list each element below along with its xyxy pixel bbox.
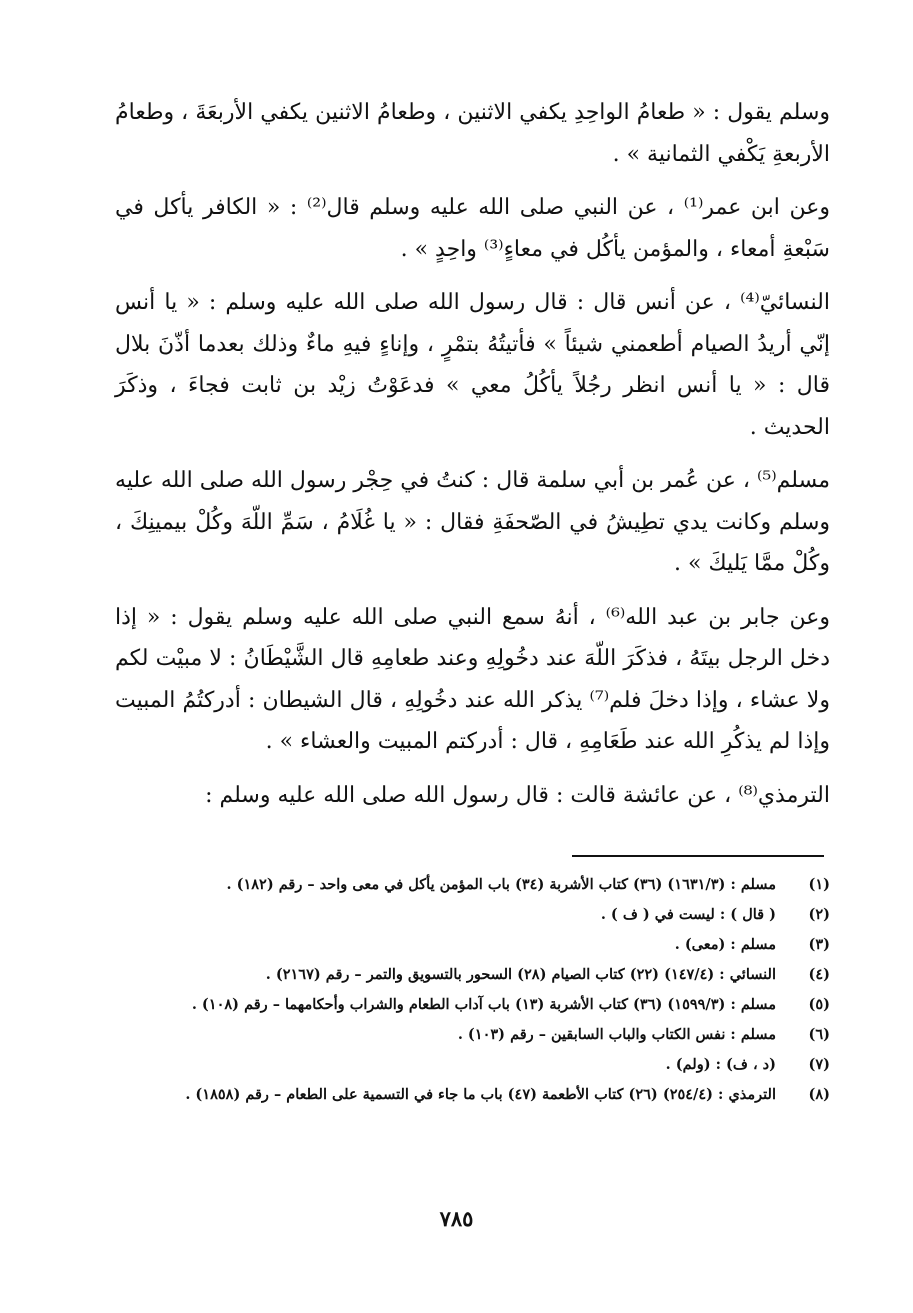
footnote [130, 1080, 830, 1110]
footnote-number: (٢) [808, 906, 830, 923]
footnote-number: (٨) [808, 1086, 830, 1103]
footnote-text: مسلم : (معى) . [674, 936, 776, 953]
footnote-text: ( قال ) : ليست في ( ف ) . [600, 906, 776, 923]
footnote-text: (د ، ف) : (ولم) . [665, 1056, 776, 1073]
paragraph: النسائيّ⁽⁴⁾ ، عن أنس قال : قال رسول الله صلى الله عليه وسلم : « يا أنس إنّي أريدُ الصيام أطعمني شيئاً » فأتيتُهُ بتمْرٍ ، وإناءٍ فيهِ ماءٌ وذلك بعدما أذّنَ بلال قال : « يا أنس انظر رجُلاً يأكُلُ معي » فدعَوْتُ زيْد بن ثابت فجاءَ ، وذكَرَ الحديث . [115, 290, 830, 440]
footnote-number: (٤) [808, 966, 830, 983]
footnote [130, 1050, 830, 1080]
footnote-text: الترمذي : (٢٥٤/٤) (٢٦) كتاب الأطعمة (٤٧) باب ما جاء في التسمية على الطعام – رقم (١٨٥٨) . [185, 1086, 776, 1103]
footnotes [130, 870, 830, 1110]
footnote [130, 930, 830, 960]
footnote-number: (٥) [808, 996, 830, 1013]
footnote-text: مسلم : نفس الكتاب والباب السابقين – رقم (١٠٣) . [457, 1026, 776, 1043]
footnote-number: (٦) [808, 1026, 830, 1043]
footnote [130, 1020, 830, 1050]
footnote-number: (٣) [808, 936, 830, 953]
footnote-text: مسلم : (١٥٩٩/٣) (٣٦) كتاب الأشربة (١٣) باب آداب الطعام والشراب وأحكامهما – رقم (١٠٨) . [191, 996, 776, 1013]
footnote-text: مسلم : (١٦٣١/٣) (٣٦) كتاب الأشربة (٣٤) باب المؤمن يأكل في معى واحد – رقم (١٨٢) . [226, 876, 776, 893]
paragraph: وعن جابر بن عبد الله⁽⁶⁾ ، أنهُ سمع النبي صلى الله عليه وسلم يقول : « إذا دخل الرجل بيتَهُ ، فذكَرَ اللّهَ عند دخُولِهِ وعند طعامِهِ قال الشَّيْطَانُ : لا مبيْت لكم ولا عشاء ، وإذا دخلَ فلم⁽⁷⁾ يذكر الله عند دخُولِهِ ، قال الشيطان : أدركتُمُ المبيت وإذا لم يذكُرِ الله عند طَعَامِهِ ، قال : أدركتم المبيت والعشاء » . [115, 604, 831, 754]
paragraph: وعن ابن عمر⁽¹⁾ ، عن النبي صلى الله عليه وسلم قال⁽²⁾ : « الكافر يأكل في سَبْعةِ أمعاء ، والمؤمن يأكُل في معاءٍ⁽³⁾ واحِدٍ » . [115, 195, 830, 262]
footnote [130, 870, 830, 900]
paragraph: الترمذي⁽⁸⁾ ، عن عائشة قالت : قال رسول الله صلى الله عليه وسلم : [205, 782, 830, 808]
footnote-separator [572, 855, 824, 857]
footnote-number: (٧) [808, 1056, 830, 1073]
main-text [115, 92, 830, 828]
footnote [130, 900, 830, 930]
footnote [130, 990, 830, 1020]
footnote-number: (١) [808, 876, 830, 893]
footnote [130, 960, 830, 990]
paragraph: وسلم يقول : « طعامُ الواحِدِ يكفي الاثنين ، وطعامُ الاثنين يكفي الأربعَةَ ، وطعامُ الأربعةِ يَكْفي الثمانية » . [115, 100, 830, 167]
paragraph: مسلم⁽⁵⁾ ، عن عُمر بن أبي سلمة قال : كنتُ في حِجْر رسول الله صلى الله عليه وسلم وكانت يدي تطِيشُ في الصّحفَةِ فقال : « يا غُلَامُ ، سَمِّ اللّهَ وكُلْ بيمينِكَ ، وكُلْ ممَّا يَليكَ » . [115, 468, 830, 576]
footnote-text: النسائي : (١٤٧/٤) (٢٢) كتاب الصيام (٢٨) السحور بالتسويق والتمر – رقم (٢١٦٧) . [265, 966, 776, 983]
page-number: ٧٨٥ [439, 1206, 474, 1231]
